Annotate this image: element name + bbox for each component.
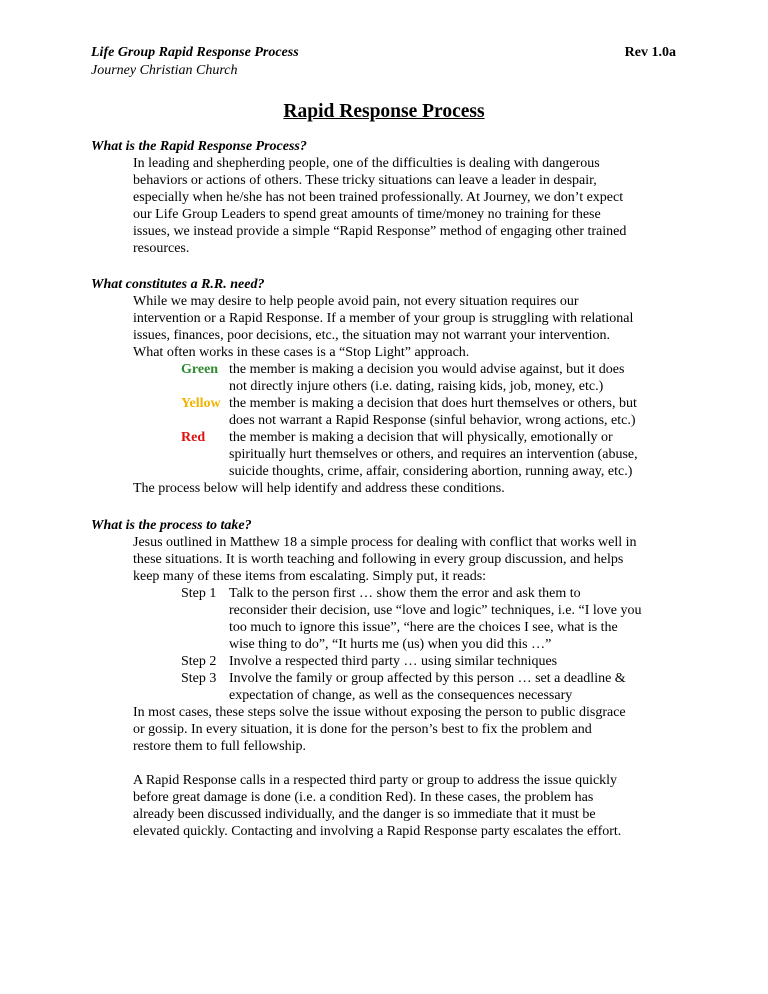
section3-after: In most cases, these steps solve the issue without exposing the person to public disgrace or gossip. In every situation, it is done for the person’s best to fix the problem and restore them to full fellowship.: [133, 705, 626, 754]
step-1-label: Step 1: [181, 586, 217, 601]
section3-final: A Rapid Response calls in a respected third party or group to address the issue quickly before great damage is done (i.e. a condition Red). In these cases, the problem has already been discussed individually, and the danger is so immediate that it must be elevated quickly. Contacting and involving a Rapid Response party escalates the effort.: [133, 773, 622, 839]
step-3-label: Step 3: [181, 671, 217, 686]
step-2-text: Involve a respected third party … using similar techniques: [229, 654, 558, 669]
section2-line: While we may desire to help people avoid pain, not every situation requires our: [133, 294, 579, 309]
section1-line: especially when he/she has not been trained professionally. At Journey, we don’t expect: [133, 190, 624, 205]
section3-intro: Jesus outlined in Matthew 18 a simple process for dealing with conflict that works well in these situations. It is worth teaching and following in every group discussion, and helps keep many of these items from escalating. Simply put, it reads:: [133, 535, 637, 584]
step-3-text: Involve the family or group affected by this person … set a deadline & expectation of change, as well as the consequences necessary: [229, 671, 626, 703]
page-title: Rapid Response Process: [283, 101, 485, 122]
yellow-light-label: Yellow: [181, 396, 221, 411]
section2-line: What often works in these cases is a “Stop Light” approach.: [133, 345, 470, 360]
page-header: [91, 44, 299, 80]
step-2-label: Step 2: [181, 654, 217, 669]
section1-line: resources.: [133, 241, 190, 256]
section1-line: behaviors or actions of others. These tricky situations can leave a leader in despair,: [133, 173, 597, 188]
header-org: Journey Christian Church: [91, 63, 238, 78]
section1-line: In leading and shepherding people, one of the difficulties is dealing with dangerous: [133, 156, 600, 171]
header-revision: Rev 1.0a: [624, 45, 676, 60]
yellow-light-text: the member is making a decision that does hurt themselves or others, but does not warrant a Rapid Response (sinful behavior, wrong actions, etc.): [229, 396, 637, 428]
section2-closing: The process below will help identify and address these conditions.: [133, 481, 505, 496]
section1-line: issues, we instead provide a simple “Rapid Response” method of engaging other trained: [133, 224, 627, 239]
green-light-text: the member is making a decision you would advise against, but it does not directly injure others (i.e. dating, raising kids, job, money, etc.): [229, 362, 625, 394]
section2-heading: What constitutes a R.R. need?: [91, 277, 265, 292]
green-light-label: Green: [181, 362, 219, 377]
step-1-text: Talk to the person first … show them the error and ask them to reconsider their decision, use “love and logic” techniques, i.e. “I love you too much to ignore this issue”, “here are the choices I see, what is the wise thing to do”, “It hurts me (us) when you did this …”: [229, 586, 642, 652]
section2-body: [133, 293, 681, 361]
section1-heading: What is the Rapid Response Process?: [91, 139, 307, 154]
section2-line: intervention or a Rapid Response. If a member of your group is struggling with relational: [133, 311, 634, 326]
section1-body: [133, 155, 681, 257]
section3-heading: What is the process to take?: [91, 518, 252, 533]
red-light-label: Red: [181, 430, 206, 445]
section2-line: issues, finances, poor decisions, etc., the situation may not warrant your intervention.: [133, 328, 611, 343]
header-doc-title: Life Group Rapid Response Process: [91, 45, 299, 60]
red-light-text: the member is making a decision that will physically, emotionally or spiritually hurt themselves or others, and requires an intervention (abuse, suicide thoughts, crime, affair, considering abortion, running away, etc.): [229, 430, 638, 479]
section1-line: our Life Group Leaders to spend great amounts of time/money no training for these: [133, 207, 601, 222]
